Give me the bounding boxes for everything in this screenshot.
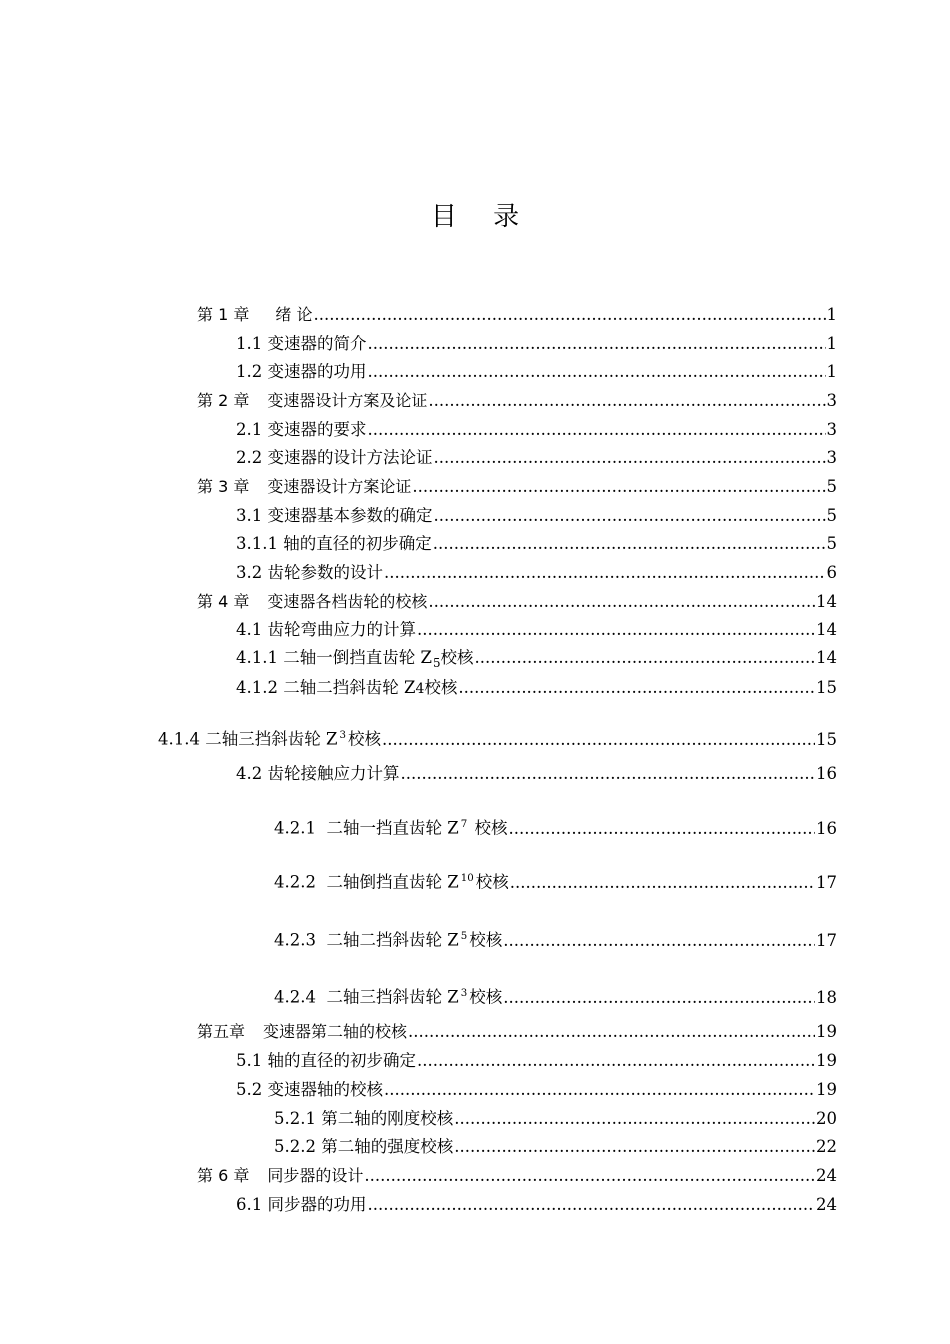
toc-entry-5-1[interactable]: 5.1 轴的直径的初步确定 ..... 19 — [236, 1048, 837, 1074]
toc-page-number: 6 — [826, 563, 837, 582]
dot-leader — [503, 985, 815, 1011]
toc-page-number: 5 — [826, 534, 837, 553]
toc-entry-4-1-2[interactable]: 4.1.2 二轴二挡斜齿轮 Z4校核 ..... 15 — [236, 675, 837, 701]
dot-leader — [428, 589, 815, 615]
toc-entry-chapter-6[interactable]: 第 6 章 同步器的设计 ..... 24 — [197, 1163, 837, 1189]
toc-page-number: 3 — [826, 420, 837, 439]
toc-page-number: 17 — [816, 872, 837, 892]
toc-entry-4-1-1[interactable]: 4.1.1 二轴一倒挡直齿轮 $Z_5$校核 ..... 14 — [236, 645, 837, 671]
toc-page-number: 15 — [816, 729, 837, 749]
dot-leader — [417, 1048, 815, 1074]
toc-entry-4-2[interactable]: 4.2 齿轮接触应力计算 ..... 16 — [236, 761, 837, 787]
page-title: 目 录 — [430, 202, 534, 232]
toc-entry-1-2[interactable]: 1.2 变速器的功用 ..... 1 — [236, 359, 837, 385]
dot-leader — [508, 816, 815, 842]
toc-entry-5-2-1[interactable]: 5.2.1 第二轴的刚度校核 ..... 20 — [274, 1106, 837, 1132]
dot-leader — [382, 727, 815, 753]
dot-leader — [434, 445, 826, 471]
toc-page-number: 3 — [826, 448, 837, 467]
toc-entry-chapter-4[interactable]: 第 4 章 变速器各档齿轮的校核 ..... 14 — [197, 589, 837, 615]
dot-leader — [313, 302, 825, 328]
toc-entry-4-2-3[interactable]: 4.2.3 二轴二挡斜齿轮 Z $^5$ 校核 ..... 17 — [274, 924, 837, 950]
toc-page-number: 14 — [816, 592, 837, 611]
dot-leader — [510, 870, 815, 896]
toc-page-number: 1 — [826, 362, 837, 381]
dot-leader — [368, 417, 826, 443]
toc-entry-3-1-1[interactable]: 3.1.1 轴的直径的初步确定 ..... 5 — [236, 531, 837, 557]
toc-entry-4-2-4[interactable]: 4.2.4 二轴三挡斜齿轮 Z $^3$ 校核 ..... 18 — [274, 981, 837, 1007]
toc-entry-4-1[interactable]: 4.1 齿轮弯曲应力的计算 ..... 14 — [236, 617, 837, 643]
toc-entry-chapter-2[interactable]: 第 2 章 变速器设计方案及论证 ..... 3 — [197, 388, 837, 414]
dot-leader — [412, 474, 825, 500]
toc-page-number: 24 — [816, 1195, 837, 1214]
dot-leader — [428, 388, 825, 414]
toc-page-number: 14 — [816, 648, 837, 667]
toc-page-number: 5 — [826, 506, 837, 525]
dot-leader — [368, 359, 826, 385]
toc-entry-chapter-1[interactable]: 第 1 章 绪 论 ..... 1 — [197, 302, 837, 328]
toc-entry-2-1[interactable]: 2.1 变速器的要求 ..... 3 — [236, 417, 837, 443]
toc-page-number: 5 — [826, 477, 837, 496]
toc-page-number: 19 — [816, 1051, 837, 1070]
toc-page-number: 15 — [816, 678, 837, 697]
toc-entry-5-2-2[interactable]: 5.2.2 第二轴的强度校核 ..... 22 — [274, 1134, 837, 1160]
toc-page-number: 1 — [826, 305, 837, 324]
toc-entry-chapter-3[interactable]: 第 3 章 变速器设计方案论证 ..... 5 — [197, 474, 837, 500]
toc-page-number: 19 — [816, 1022, 837, 1041]
toc-entry-4-2-1[interactable]: 4.2.1 二轴一挡直齿轮 Z $^7$ 校核 ..... 16 — [274, 812, 837, 838]
toc-page-number: 17 — [816, 930, 837, 950]
dot-leader — [384, 1077, 815, 1103]
dot-leader — [364, 1163, 815, 1189]
dot-leader — [384, 560, 826, 586]
toc-entry-2-2[interactable]: 2.2 变速器的设计方法论证 ..... 3 — [236, 445, 837, 471]
toc-entry-6-1[interactable]: 6.1 同步器的功用 ..... 24 — [236, 1192, 837, 1218]
toc-page-number: 14 — [816, 620, 837, 639]
dot-leader — [458, 675, 815, 701]
toc-entry-4-2-2[interactable]: 4.2.2 二轴倒挡直齿轮 Z $^{10}$ 校核 ..... 17 — [274, 866, 837, 892]
toc-entry-5-2[interactable]: 5.2 变速器轴的校核 ..... 19 — [236, 1077, 837, 1103]
toc-entry-4-1-4[interactable]: 4.1.4 二轴三挡斜齿轮 Z $^3$ 校核 ..... 15 — [158, 723, 837, 749]
dot-leader — [475, 645, 815, 671]
toc-page-number: 16 — [816, 818, 837, 838]
toc-entry-chapter-5[interactable]: 第五章 变速器第二轴的校核 ..... 19 — [197, 1019, 837, 1045]
toc-entry-3-1[interactable]: 3.1 变速器基本参数的确定 ..... 5 — [236, 503, 837, 529]
dot-leader — [408, 1019, 815, 1045]
dot-leader — [503, 928, 815, 954]
dot-leader — [368, 331, 826, 357]
toc-page-number: 1 — [826, 334, 837, 353]
toc-page-number: 24 — [816, 1166, 837, 1185]
toc-entry-1-1[interactable]: 1.1 变速器的简介 ..... 1 — [236, 331, 837, 357]
toc-page-number: 19 — [816, 1080, 837, 1099]
toc-entry-3-2[interactable]: 3.2 齿轮参数的设计 ..... 6 — [236, 560, 837, 586]
dot-leader — [401, 761, 816, 787]
dot-leader — [417, 617, 815, 643]
dot-leader — [434, 503, 826, 529]
toc-page-number: 16 — [816, 764, 837, 783]
toc-page-number: 18 — [816, 987, 837, 1007]
dot-leader — [433, 531, 826, 557]
toc-page-number: 22 — [816, 1137, 837, 1156]
toc-page-number: 20 — [816, 1109, 837, 1128]
toc-page-number: 3 — [826, 391, 837, 410]
dot-leader — [368, 1192, 816, 1218]
dot-leader — [454, 1106, 815, 1132]
dot-leader — [454, 1134, 815, 1160]
